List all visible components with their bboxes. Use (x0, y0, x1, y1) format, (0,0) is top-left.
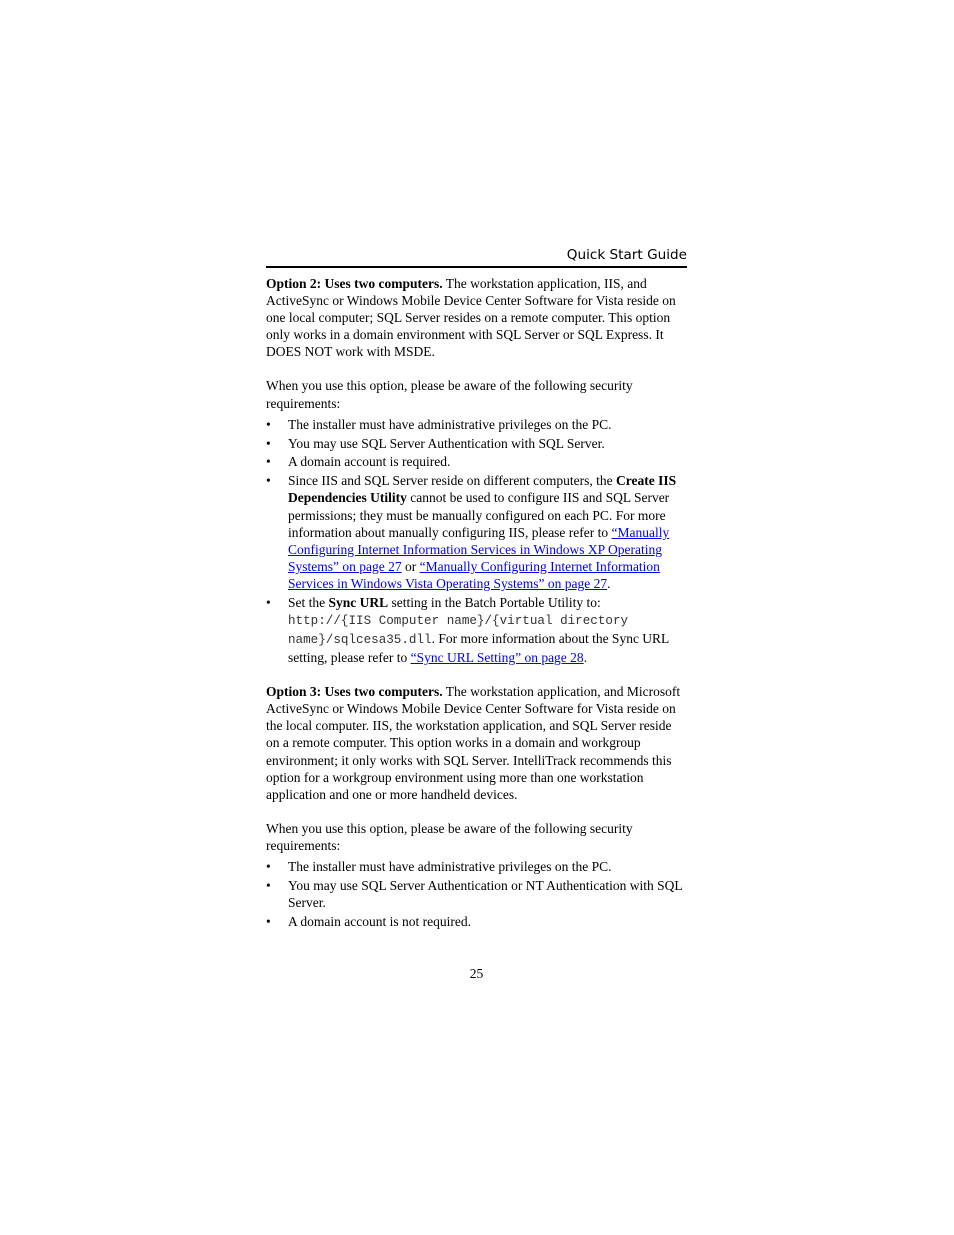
list-item: • A domain account is required. (266, 453, 687, 470)
bullet-text: . (583, 650, 588, 666)
bullet-text: or (401, 558, 420, 574)
sync-url-code: http://{IIS Computer name}/{virtual directory name}/sqlcesa35.dll (288, 613, 629, 647)
option2-heading: Option 2: Uses two computers. (266, 276, 443, 291)
header-rule (266, 266, 687, 268)
option2-requirements-list (266, 416, 687, 667)
option3-intro: When you use this option, please be aware of the following security requirements: (266, 820, 633, 853)
bullet-text: cannot be used to configure IIS and SQL Server permissions; they must be manually configured on each PC. For more information about manually configuring IIS, please refer to (288, 490, 670, 540)
option3-requirements-list (266, 858, 687, 930)
running-header: Quick Start Guide (566, 247, 687, 263)
bullet-text: . (607, 575, 611, 591)
setting-name: Sync URL (328, 594, 389, 610)
xp-iis-link[interactable]: “Manually Configuring Internet Information Services in Windows XP Operating Systems” on page 27 (288, 524, 670, 574)
page-body (266, 275, 687, 932)
option2-intro: When you use this option, please be aware of the following security requirements: (266, 378, 633, 411)
bullet-text: setting in the Batch Portable Utility to: (388, 594, 601, 610)
bullet-text: . For more information about the Sync URL setting, please refer to (288, 630, 669, 666)
list-item: • The installer must have administrative privileges on the PC. (266, 416, 687, 433)
list-item: • You may use SQL Server Authentication or NT Authentication with SQL Server. (266, 877, 687, 911)
option3-heading: Option 3: Uses two computers. (266, 684, 443, 700)
option3-paragraph (266, 683, 687, 803)
bullet-text: Since IIS and SQL Server reside on different computers, the (288, 473, 617, 489)
list-item (266, 472, 687, 592)
bullet-text: Set the (288, 594, 329, 610)
option3-body: The workstation application, and Microsoft ActiveSync or Windows Mobile Device Center Software for Vista reside on the local computer. IIS, the workstation application, and SQL Server reside on a remote computer. This option works in a domain and workgroup environment; it only works with SQL Server. IntelliTrack recommends this option for a workgroup environment using more than one workstation application and one or more handheld devices. (266, 684, 681, 802)
option2-body: The workstation application, IIS, and ActiveSync or Windows Mobile Device Center Software for Vista reside on one local computer; SQL Server resides on a remote computer. This option only works in a domain environment with SQL Server or SQL Express. It DOES NOT work with MSDE. (266, 276, 676, 360)
list-item: • You may use SQL Server Authentication with SQL Server. (266, 435, 687, 452)
list-item: • The installer must have administrative privileges on the PC. (266, 858, 687, 875)
vista-iis-link[interactable]: “Manually Configuring Internet Information Services in Windows Vista Operating Systems” on page 27 (288, 558, 660, 591)
option2-paragraph (266, 275, 687, 360)
list-item: • A domain account is not required. (266, 913, 687, 930)
list-item (266, 594, 687, 666)
page-number: 25 (469, 966, 484, 981)
utility-name: Create IIS Dependencies Utility (288, 473, 677, 506)
sync-url-link[interactable]: “Sync URL Setting” on page 28 (410, 650, 584, 666)
